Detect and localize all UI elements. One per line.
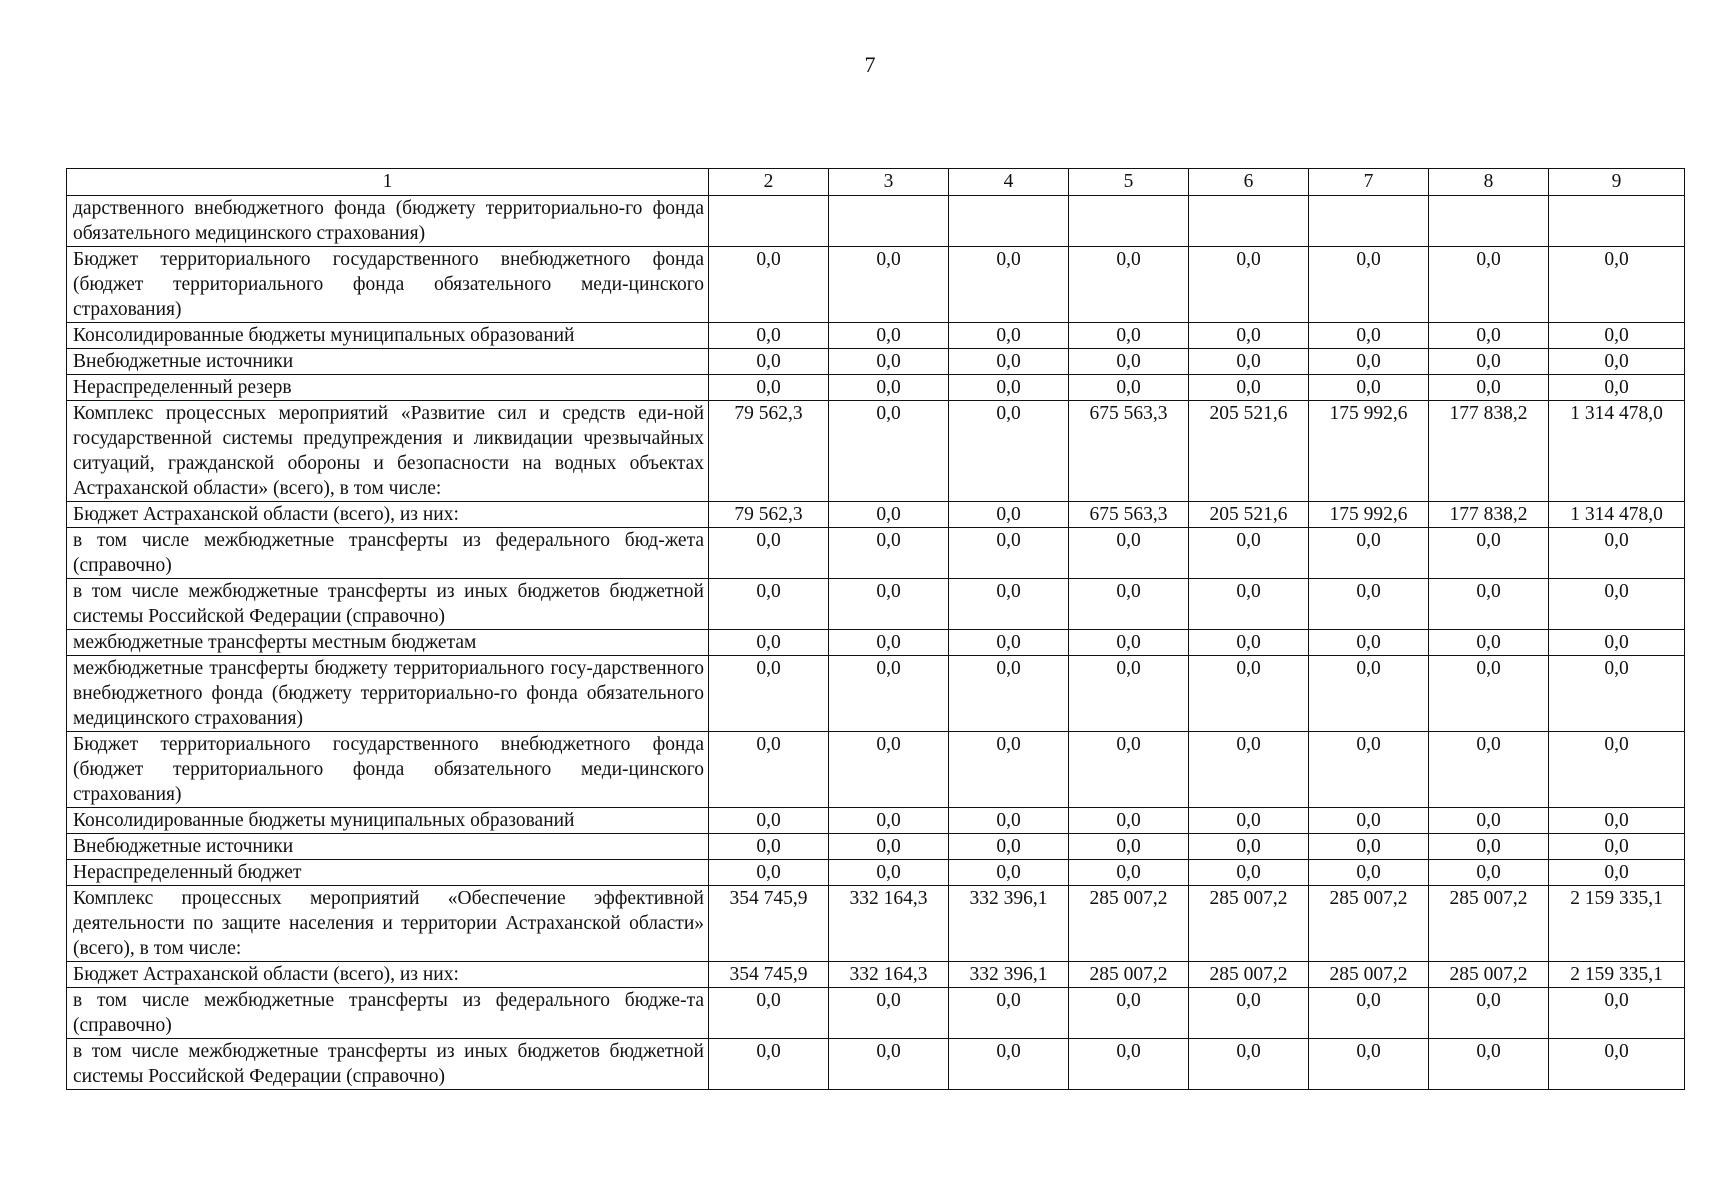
table-row	[67, 656, 1685, 732]
row-label: Консолидированные бюджеты муниципальных образований	[67, 808, 709, 834]
value-cell: 0,0	[949, 502, 1069, 528]
value-cell: 0,0	[949, 323, 1069, 349]
value-cell: 0,0	[1069, 988, 1189, 1039]
row-label: Бюджет Астраханской области (всего), из них:	[67, 502, 709, 528]
value-cell: 0,0	[709, 1039, 829, 1090]
table-row	[67, 808, 1685, 834]
value-cell: 285 007,2	[1309, 962, 1429, 988]
value-cell: 354 745,9	[709, 962, 829, 988]
value-cell: 0,0	[1549, 630, 1685, 656]
value-cell: 0,0	[1309, 375, 1429, 401]
value-cell: 0,0	[1429, 834, 1549, 860]
value-cell: 0,0	[1189, 247, 1309, 323]
value-cell: 79 562,3	[709, 401, 829, 502]
column-header: 3	[829, 169, 949, 196]
value-cell: 0,0	[1429, 1039, 1549, 1090]
table-row	[67, 375, 1685, 401]
value-cell: 285 007,2	[1429, 886, 1549, 962]
row-label: дарственного внебюджетного фонда (бюджету территориально-го фонда обязательного медицинского страхования)	[67, 196, 709, 247]
value-cell: 2 159 335,1	[1549, 962, 1685, 988]
value-cell: 0,0	[1069, 375, 1189, 401]
row-label: Нераспределенный бюджет	[67, 860, 709, 886]
value-cell: 0,0	[829, 349, 949, 375]
row-label: Комплекс процессных мероприятий «Развитие сил и средств еди-ной государственной системы предупреждения и ликвидации чрезвычайных ситуаций, гражданской обороны и безопасности на водных объектах Астраханской области» (всего), в том числе:	[67, 401, 709, 502]
value-cell: 0,0	[949, 247, 1069, 323]
value-cell: 0,0	[1309, 630, 1429, 656]
value-cell: 177 838,2	[1429, 502, 1549, 528]
row-label: Бюджет Астраханской области (всего), из них:	[67, 962, 709, 988]
value-cell: 0,0	[1069, 579, 1189, 630]
row-label: Комплекс процессных мероприятий «Обеспечение эффективной деятельности по защите населения и территории Астраханской области» (всего), в том числе:	[67, 886, 709, 962]
value-cell: 0,0	[949, 808, 1069, 834]
row-label: Внебюджетные источники	[67, 834, 709, 860]
value-cell: 0,0	[1069, 247, 1189, 323]
table-row	[67, 579, 1685, 630]
value-cell: 0,0	[1309, 247, 1429, 323]
value-cell: 0,0	[1309, 834, 1429, 860]
value-cell: 0,0	[1429, 808, 1549, 834]
value-cell: 0,0	[829, 834, 949, 860]
value-cell	[1189, 196, 1309, 247]
page-number: 7	[864, 52, 876, 77]
table-row	[67, 528, 1685, 579]
value-cell: 0,0	[949, 375, 1069, 401]
value-cell: 0,0	[1549, 579, 1685, 630]
value-cell: 0,0	[1069, 349, 1189, 375]
value-cell: 0,0	[1189, 375, 1309, 401]
value-cell: 0,0	[829, 579, 949, 630]
value-cell: 332 396,1	[949, 886, 1069, 962]
value-cell: 354 745,9	[709, 886, 829, 962]
value-cell: 0,0	[1549, 860, 1685, 886]
value-cell: 0,0	[709, 579, 829, 630]
value-cell: 332 396,1	[949, 962, 1069, 988]
row-label: в том числе межбюджетные трансферты из иных бюджетов бюджетной системы Российской Федерации (справочно)	[67, 1039, 709, 1090]
column-header: 9	[1549, 169, 1685, 196]
table-row	[67, 988, 1685, 1039]
value-cell	[1429, 196, 1549, 247]
value-cell: 0,0	[829, 375, 949, 401]
value-cell: 0,0	[1189, 1039, 1309, 1090]
table-row	[67, 401, 1685, 502]
value-cell: 0,0	[709, 808, 829, 834]
row-label: Внебюджетные источники	[67, 349, 709, 375]
table-row	[67, 834, 1685, 860]
value-cell: 79 562,3	[709, 502, 829, 528]
value-cell: 0,0	[1429, 656, 1549, 732]
value-cell: 0,0	[1189, 834, 1309, 860]
value-cell: 285 007,2	[1189, 886, 1309, 962]
value-cell: 0,0	[829, 656, 949, 732]
value-cell	[829, 196, 949, 247]
value-cell: 0,0	[829, 630, 949, 656]
value-cell: 0,0	[949, 656, 1069, 732]
value-cell	[1069, 196, 1189, 247]
value-cell	[709, 196, 829, 247]
value-cell: 0,0	[709, 834, 829, 860]
value-cell: 0,0	[1189, 579, 1309, 630]
value-cell: 0,0	[949, 988, 1069, 1039]
value-cell: 0,0	[1069, 732, 1189, 808]
value-cell: 0,0	[1309, 988, 1429, 1039]
column-header: 6	[1189, 169, 1309, 196]
value-cell: 0,0	[1189, 528, 1309, 579]
value-cell: 177 838,2	[1429, 401, 1549, 502]
value-cell: 0,0	[1549, 834, 1685, 860]
value-cell: 0,0	[1189, 732, 1309, 808]
column-header: 8	[1429, 169, 1549, 196]
value-cell: 0,0	[829, 1039, 949, 1090]
value-cell: 0,0	[1069, 860, 1189, 886]
value-cell: 0,0	[949, 349, 1069, 375]
value-cell: 0,0	[709, 375, 829, 401]
value-cell: 0,0	[829, 323, 949, 349]
value-cell: 0,0	[1189, 808, 1309, 834]
value-cell	[949, 196, 1069, 247]
value-cell: 2 159 335,1	[1549, 886, 1685, 962]
value-cell: 0,0	[1309, 579, 1429, 630]
value-cell: 0,0	[1189, 349, 1309, 375]
value-cell: 0,0	[1549, 1039, 1685, 1090]
value-cell: 332 164,3	[829, 886, 949, 962]
value-cell: 0,0	[1429, 732, 1549, 808]
value-cell: 0,0	[829, 502, 949, 528]
value-cell: 0,0	[1429, 860, 1549, 886]
value-cell: 0,0	[1189, 323, 1309, 349]
value-cell: 285 007,2	[1429, 962, 1549, 988]
value-cell	[1549, 196, 1685, 247]
value-cell: 0,0	[1309, 1039, 1429, 1090]
value-cell: 0,0	[1309, 860, 1429, 886]
value-cell: 0,0	[1069, 834, 1189, 860]
value-cell: 0,0	[829, 401, 949, 502]
value-cell: 0,0	[709, 349, 829, 375]
value-cell: 0,0	[709, 630, 829, 656]
table-row	[67, 630, 1685, 656]
row-label: в том числе межбюджетные трансферты из федерального бюдже-та (справочно)	[67, 988, 709, 1039]
value-cell: 0,0	[1429, 323, 1549, 349]
value-cell: 0,0	[1429, 630, 1549, 656]
value-cell: 0,0	[1309, 732, 1429, 808]
value-cell: 0,0	[1429, 988, 1549, 1039]
table-row	[67, 502, 1685, 528]
table-body	[67, 196, 1685, 1090]
value-cell: 0,0	[1429, 375, 1549, 401]
value-cell: 0,0	[1069, 630, 1189, 656]
value-cell: 0,0	[709, 732, 829, 808]
value-cell: 332 164,3	[829, 962, 949, 988]
value-cell: 0,0	[949, 528, 1069, 579]
budget-table	[66, 168, 1685, 1090]
table-row	[67, 860, 1685, 886]
table-row	[67, 1039, 1685, 1090]
value-cell: 0,0	[949, 834, 1069, 860]
value-cell: 1 314 478,0	[1549, 401, 1685, 502]
value-cell: 0,0	[1309, 349, 1429, 375]
value-cell: 0,0	[1549, 808, 1685, 834]
row-label: Консолидированные бюджеты муниципальных образований	[67, 323, 709, 349]
value-cell: 0,0	[1309, 323, 1429, 349]
value-cell: 285 007,2	[1069, 886, 1189, 962]
value-cell: 0,0	[1309, 528, 1429, 579]
table-row	[67, 732, 1685, 808]
value-cell: 0,0	[1549, 656, 1685, 732]
value-cell: 0,0	[829, 247, 949, 323]
value-cell: 0,0	[1429, 349, 1549, 375]
value-cell: 0,0	[949, 630, 1069, 656]
table-row	[67, 886, 1685, 962]
value-cell: 0,0	[709, 860, 829, 886]
value-cell: 0,0	[1429, 247, 1549, 323]
value-cell: 0,0	[1549, 375, 1685, 401]
value-cell: 0,0	[829, 988, 949, 1039]
value-cell: 0,0	[949, 1039, 1069, 1090]
column-header: 1	[67, 169, 709, 196]
value-cell: 0,0	[949, 579, 1069, 630]
table-row	[67, 323, 1685, 349]
value-cell: 0,0	[1069, 656, 1189, 732]
table-row	[67, 962, 1685, 988]
value-cell: 0,0	[949, 860, 1069, 886]
value-cell: 285 007,2	[1189, 962, 1309, 988]
value-cell	[1309, 196, 1429, 247]
table-row	[67, 247, 1685, 323]
table-row	[67, 196, 1685, 247]
value-cell: 675 563,3	[1069, 401, 1189, 502]
row-label: Бюджет территориального государственного внебюджетного фонда (бюджет территориального фонда обязательного меди-цинского страхования)	[67, 247, 709, 323]
value-cell: 675 563,3	[1069, 502, 1189, 528]
value-cell: 0,0	[1549, 988, 1685, 1039]
value-cell: 175 992,6	[1309, 502, 1429, 528]
value-cell: 285 007,2	[1069, 962, 1189, 988]
header-row	[67, 169, 1685, 196]
value-cell: 285 007,2	[1309, 886, 1429, 962]
value-cell: 0,0	[1549, 247, 1685, 323]
value-cell: 0,0	[1429, 579, 1549, 630]
value-cell: 0,0	[1189, 656, 1309, 732]
value-cell: 0,0	[1429, 528, 1549, 579]
row-label: в том числе межбюджетные трансферты из иных бюджетов бюджетной системы Российской Федерации (справочно)	[67, 579, 709, 630]
column-header: 5	[1069, 169, 1189, 196]
value-cell: 0,0	[709, 323, 829, 349]
value-cell: 0,0	[1189, 860, 1309, 886]
value-cell: 1 314 478,0	[1549, 502, 1685, 528]
value-cell: 205 521,6	[1189, 502, 1309, 528]
table-row	[67, 349, 1685, 375]
value-cell: 0,0	[709, 247, 829, 323]
value-cell: 0,0	[1549, 528, 1685, 579]
value-cell: 0,0	[829, 808, 949, 834]
value-cell: 0,0	[829, 860, 949, 886]
value-cell: 0,0	[1069, 528, 1189, 579]
value-cell: 0,0	[1069, 1039, 1189, 1090]
value-cell: 205 521,6	[1189, 401, 1309, 502]
value-cell: 175 992,6	[1309, 401, 1429, 502]
value-cell: 0,0	[709, 656, 829, 732]
value-cell: 0,0	[949, 732, 1069, 808]
value-cell: 0,0	[829, 732, 949, 808]
value-cell: 0,0	[1069, 808, 1189, 834]
column-header: 2	[709, 169, 829, 196]
value-cell: 0,0	[949, 401, 1069, 502]
row-label: в том числе межбюджетные трансферты из федерального бюд-жета (справочно)	[67, 528, 709, 579]
row-label: Нераспределенный резерв	[67, 375, 709, 401]
value-cell: 0,0	[709, 988, 829, 1039]
value-cell: 0,0	[1069, 323, 1189, 349]
value-cell: 0,0	[1189, 630, 1309, 656]
value-cell: 0,0	[1549, 323, 1685, 349]
column-header: 7	[1309, 169, 1429, 196]
row-label: межбюджетные трансферты бюджету территориального госу-дарственного внебюджетного фонда (бюджету территориально-го фонда обязательного медицинского страхования)	[67, 656, 709, 732]
column-header: 4	[949, 169, 1069, 196]
value-cell: 0,0	[1189, 988, 1309, 1039]
value-cell: 0,0	[1309, 656, 1429, 732]
row-label: Бюджет территориального государственного внебюджетного фонда (бюджет территориального фонда обязательного меди-цинского страхования)	[67, 732, 709, 808]
value-cell: 0,0	[829, 528, 949, 579]
value-cell: 0,0	[1309, 808, 1429, 834]
value-cell: 0,0	[1549, 732, 1685, 808]
value-cell: 0,0	[1549, 349, 1685, 375]
row-label: межбюджетные трансферты местным бюджетам	[67, 630, 709, 656]
value-cell: 0,0	[709, 528, 829, 579]
